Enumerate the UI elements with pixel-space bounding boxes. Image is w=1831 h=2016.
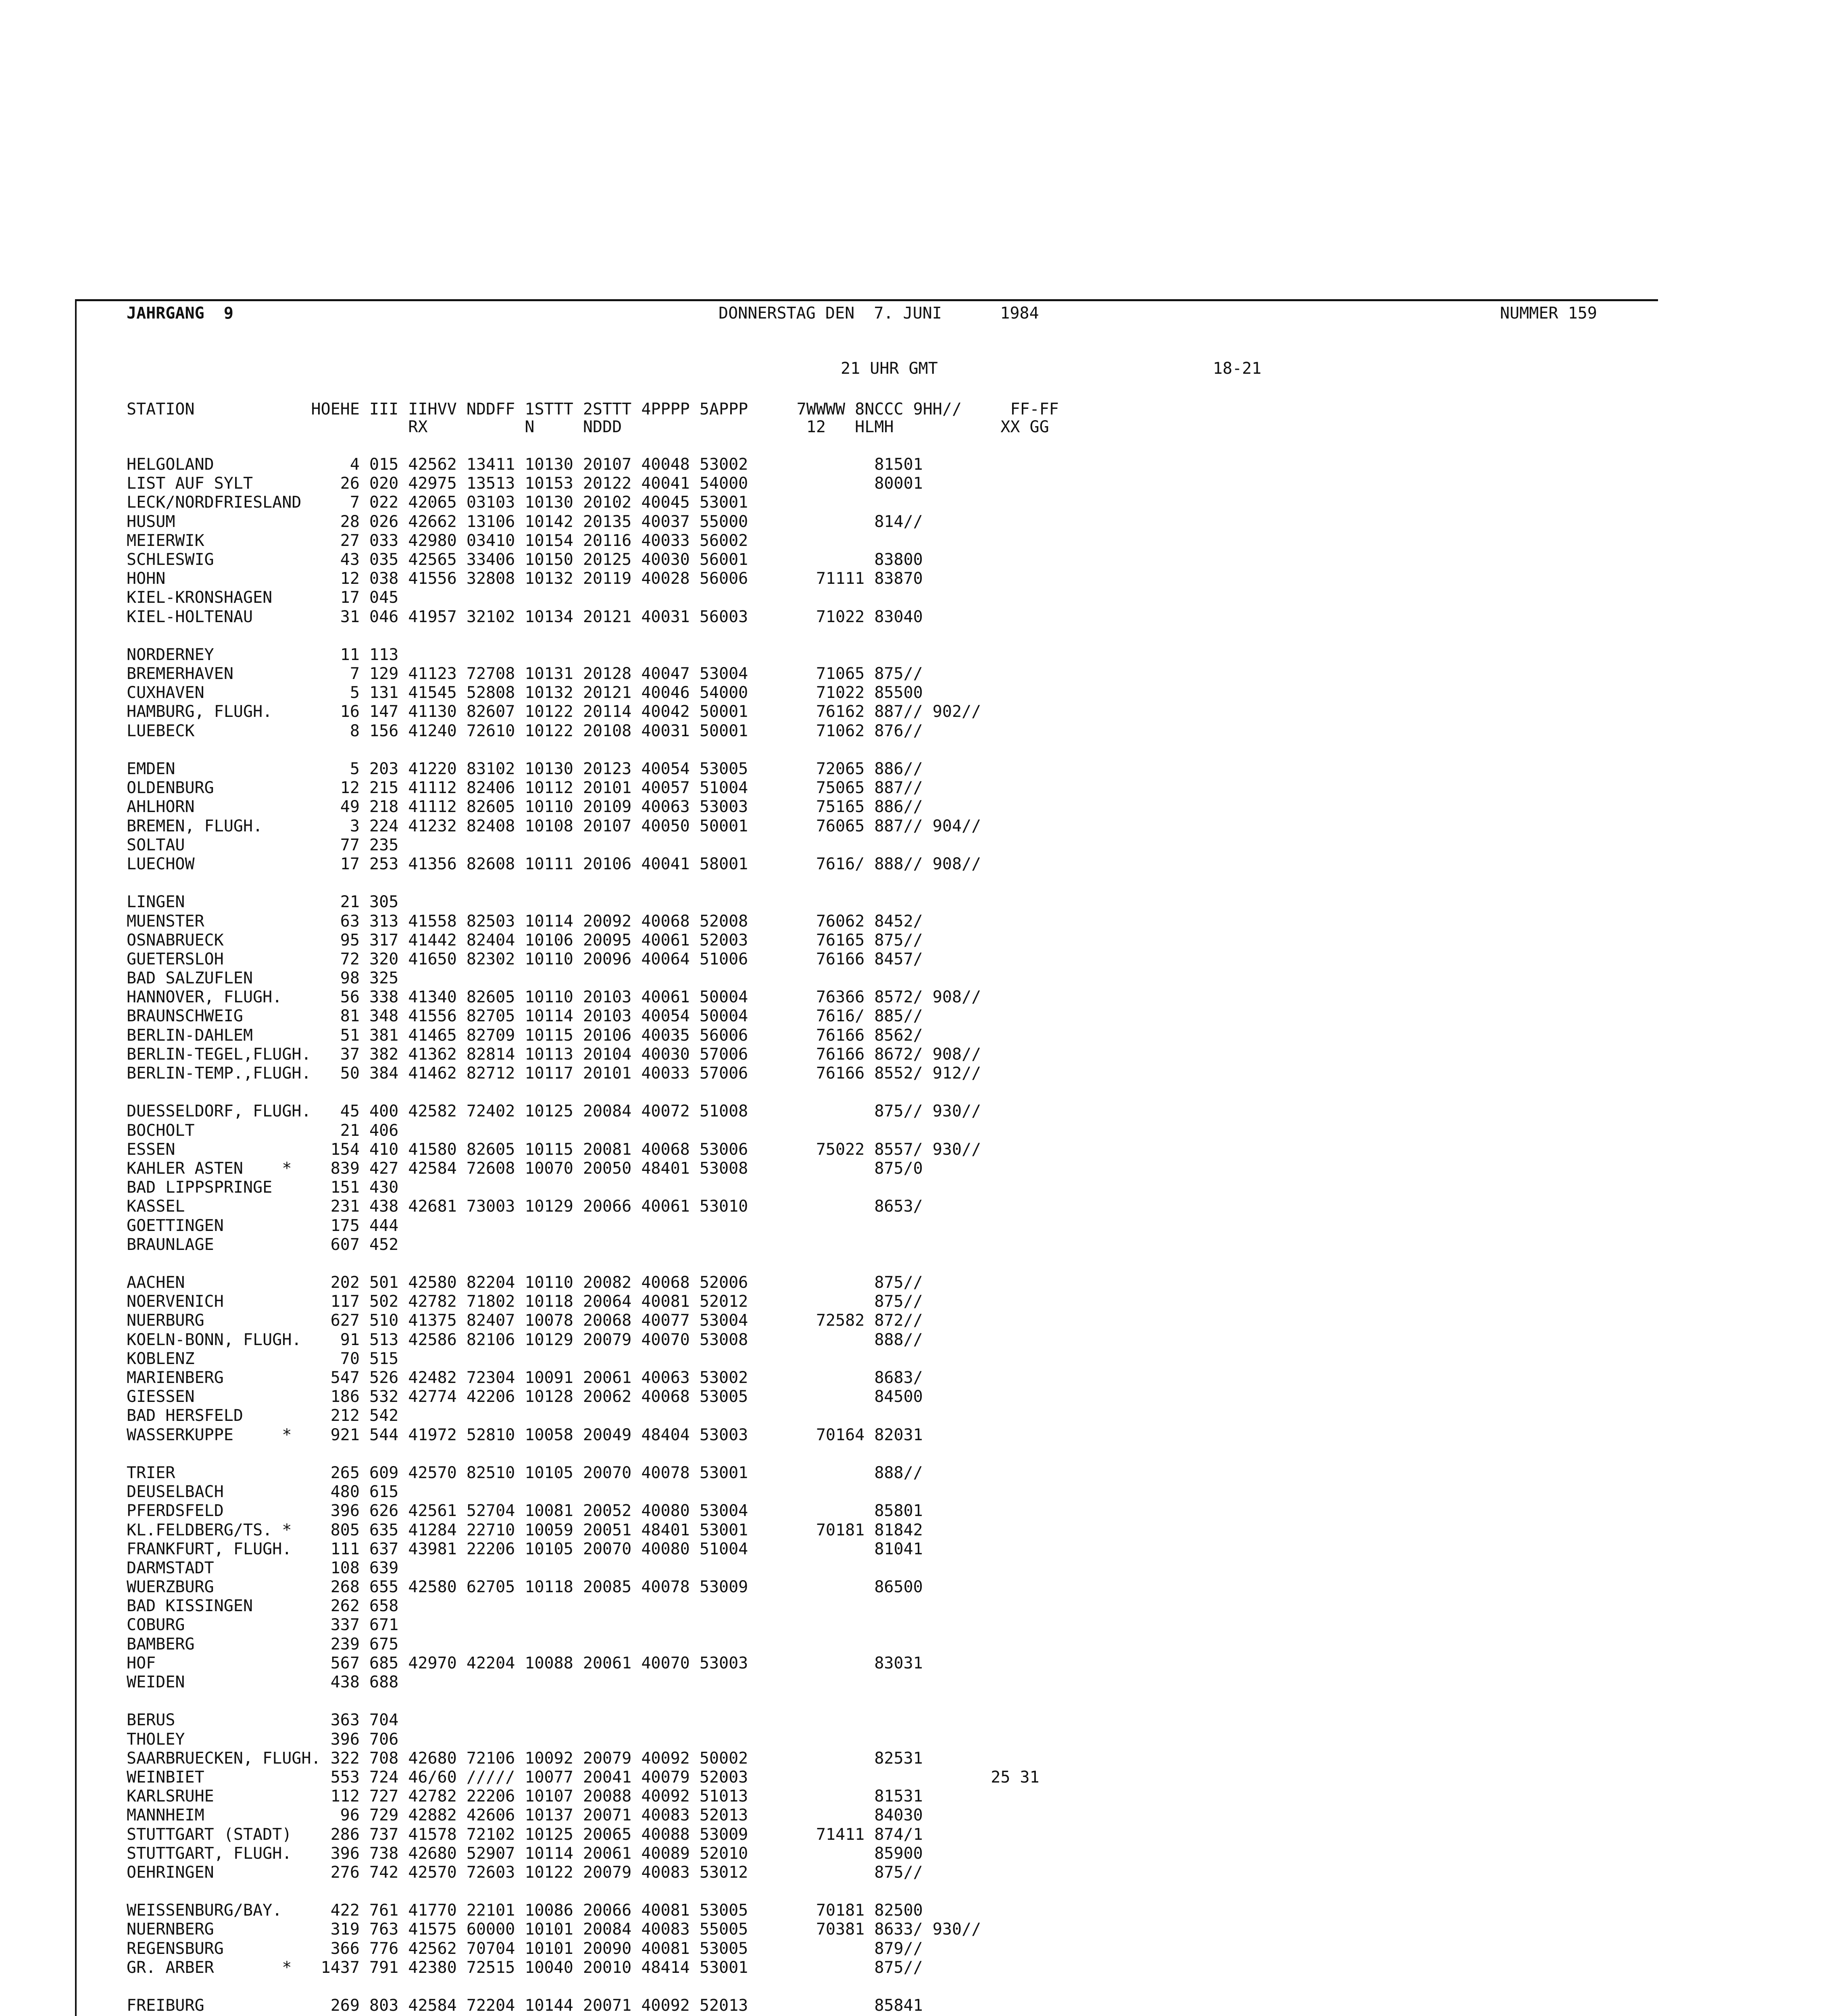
group-separator	[127, 1083, 1039, 1102]
station-row: BAMBERG 239 675	[127, 1635, 399, 1654]
station-row: BERLIN-TEGEL,FLUGH. 37 382 41362 82814 10113 20104 40030 57006 76166 8672/ 908//	[127, 1045, 981, 1064]
station-row: HOF 567 685 42970 42204 10088 20061 40070 53003 83031	[127, 1654, 923, 1672]
station-row: HOHN 12 038 41556 32808 10132 20119 40028 56006 71111 83870	[127, 569, 923, 588]
station-row: SAARBRUECKEN, FLUGH. 322 708 42680 72106 10092 20079 40092 50002 82531	[127, 1749, 923, 1768]
group-separator	[127, 741, 1039, 760]
station-row: KOELN-BONN, FLUGH. 91 513 42586 82106 10129 20079 40070 53008 888//	[127, 1330, 923, 1349]
station-row: LINGEN 21 305	[127, 893, 399, 912]
column-header-line-2: RX N NDDD 12 HLMH XX GG	[127, 418, 1049, 436]
station-row: LECK/NORDFRIESLAND 7 022 42065 03103 10130 20102 40045 53001	[127, 493, 748, 512]
station-row: GR. ARBER * 1437 791 42380 72515 10040 20010 48414 53001 875//	[127, 1958, 923, 1977]
station-row: BAD LIPPSPRINGE 151 430	[127, 1178, 399, 1197]
group-separator	[127, 1977, 1039, 1996]
station-row: WUERZBURG 268 655 42580 62705 10118 20085 40078 53009 86500	[127, 1578, 923, 1597]
station-row: REGENSBURG 366 776 42562 70704 10101 20090 40081 53005 879//	[127, 1939, 923, 1958]
station-row: FREIBURG 269 803 42584 72204 10144 20071 40092 52013 85841	[127, 1996, 923, 2015]
station-row: LUECHOW 17 253 41356 82608 10111 20106 40041 58001 7616/ 888// 908//	[127, 854, 981, 873]
station-row: MANNHEIM 96 729 42882 42606 10137 20071 40083 52013 84030	[127, 1806, 923, 1825]
station-row: KL.FELDBERG/TS. * 805 635 41284 22710 10059 20051 48401 53001 70181 81842	[127, 1520, 923, 1539]
station-row: LUEBECK 8 156 41240 72610 10122 20108 40031 50001 71062 876//	[127, 721, 923, 740]
station-row: DEUSELBACH 480 615	[127, 1483, 399, 1502]
station-row: COBURG 337 671	[127, 1616, 399, 1635]
station-row: HANNOVER, FLUGH. 56 338 41340 82605 10110 20103 40061 50004 76366 8572/ 908//	[127, 988, 981, 1007]
time-range: 18-21	[1213, 359, 1262, 378]
station-row: PFERDSFELD 396 626 42561 52704 10081 20052 40080 53004 85801	[127, 1502, 923, 1520]
station-row: NUERBURG 627 510 41375 82407 10078 20068 40077 53004 72582 872//	[127, 1311, 923, 1330]
station-row: WEIDEN 438 688	[127, 1673, 399, 1691]
station-row: BERLIN-DAHLEM 51 381 41465 82709 10115 20106 40035 56006 76166 8562/	[127, 1026, 923, 1045]
station-row: NORDERNEY 11 113	[127, 645, 399, 664]
station-row: KIEL-HOLTENAU 31 046 41957 32102 10134 20121 40031 56003 71022 83040	[127, 607, 923, 626]
station-row: KASSEL 231 438 42681 73003 10129 20066 40061 53010 8653/	[127, 1197, 923, 1216]
station-row: ESSEN 154 410 41580 82605 10115 20081 40068 53006 75022 8557/ 930//	[127, 1140, 981, 1159]
station-row: OEHRINGEN 276 742 42570 72603 10122 20079 40083 53012 875//	[127, 1863, 923, 1882]
station-row: BERUS 363 704	[127, 1711, 399, 1730]
station-row: HAMBURG, FLUGH. 16 147 41130 82607 10122 20114 40042 50001 76162 887// 902//	[127, 702, 981, 721]
report-date: DONNERSTAG DEN 7. JUNI 1984	[719, 304, 1039, 323]
station-row: HELGOLAND 4 015 42562 13411 10130 20107 40048 53002 81501	[127, 455, 923, 474]
weather-report-sheet	[75, 299, 1658, 2016]
station-row: SCHLESWIG 43 035 42565 33406 10150 20125 40030 56001 83800	[127, 550, 923, 569]
station-row: WEINBIET 553 724 46/60 ///// 10077 20041 40079 52003 25 31	[127, 1768, 1039, 1787]
station-row: GIESSEN 186 532 42774 42206 10128 20062 40068 53005 84500	[127, 1387, 923, 1406]
station-row: BAD HERSFELD 212 542	[127, 1406, 399, 1425]
station-row: BREMERHAVEN 7 129 41123 72708 10131 20128 40047 53004 71065 875//	[127, 664, 923, 683]
station-row: LIST AUF SYLT 26 020 42975 13513 10153 20122 40041 54000 80001	[127, 474, 923, 493]
station-row: STUTTGART (STADT) 286 737 41578 72102 10125 20065 40088 53009 71411 874/1	[127, 1825, 923, 1844]
station-row: EMDEN 5 203 41220 83102 10130 20123 40054 53005 72065 886//	[127, 760, 923, 778]
station-row: BAD SALZUFLEN 98 325	[127, 969, 399, 988]
column-header-line-1: STATION HOEHE III IIHVV NDDFF 1STTT 2STTT 4PPPP 5APPP 7WWWW 8NCCC 9HH// FF-FF	[127, 400, 1059, 419]
group-separator	[127, 627, 1039, 646]
issue-number: NUMMER 159	[1500, 304, 1597, 323]
station-row: OSNABRUECK 95 317 41442 82404 10106 20095 40061 52003 76165 875//	[127, 931, 923, 950]
station-row: NOERVENICH 117 502 42782 71802 10118 20064 40081 52012 875//	[127, 1292, 923, 1311]
station-row: BREMEN, FLUGH. 3 224 41232 82408 10108 20107 40050 50001 76065 887// 904//	[127, 816, 981, 835]
volume-label: JAHRGANG 9	[127, 304, 233, 323]
station-row: MEIERWIK 27 033 42980 03410 10154 20116 40033 56002	[127, 531, 748, 550]
station-row: NUERNBERG 319 763 41575 60000 10101 20084 40083 55005 70381 8633/ 930//	[127, 1920, 981, 1939]
station-row: WASSERKUPPE * 921 544 41972 52810 10058 20049 48404 53003 70164 82031	[127, 1425, 923, 1444]
station-row: MUENSTER 63 313 41558 82503 10114 20092 40068 52008 76062 8452/	[127, 912, 923, 931]
station-row: FRANKFURT, FLUGH. 111 637 43981 22206 10105 20070 40080 51004 81041	[127, 1539, 923, 1558]
station-row: DARMSTADT 108 639	[127, 1558, 399, 1577]
station-row: CUXHAVEN 5 131 41545 52808 10132 20121 40046 54000 71022 85500	[127, 683, 923, 702]
group-separator	[127, 1882, 1039, 1901]
station-row: STUTTGART, FLUGH. 396 738 42680 52907 10114 20061 40089 52010 85900	[127, 1844, 923, 1863]
station-row: BAD KISSINGEN 262 658	[127, 1597, 399, 1616]
station-row: KIEL-KRONSHAGEN 17 045	[127, 588, 399, 607]
station-row: WEISSENBURG/BAY. 422 761 41770 22101 10086 20066 40081 53005 70181 82500	[127, 1901, 923, 1920]
group-separator	[127, 1254, 1039, 1273]
station-row: HUSUM 28 026 42662 13106 10142 20135 40037 55000 814//	[127, 512, 923, 531]
station-row: BRAUNSCHWEIG 81 348 41556 82705 10114 20103 40054 50004 7616/ 885//	[127, 1007, 923, 1026]
observation-time: 21 UHR GMT	[841, 359, 938, 378]
station-row: KOBLENZ 70 515	[127, 1349, 399, 1368]
station-row: MARIENBERG 547 526 42482 72304 10091 20061 40063 53002 8683/	[127, 1368, 923, 1387]
station-row: KARLSRUHE 112 727 42782 22206 10107 20088 40092 51013 81531	[127, 1787, 923, 1806]
station-row: DUESSELDORF, FLUGH. 45 400 42582 72402 10125 20084 40072 51008 875// 930//	[127, 1102, 981, 1121]
group-separator	[127, 1692, 1039, 1711]
station-row: THOLEY 396 706	[127, 1730, 399, 1749]
station-row: GOETTINGEN 175 444	[127, 1216, 399, 1235]
group-separator	[127, 874, 1039, 893]
station-row: TRIER 265 609 42570 82510 10105 20070 40078 53001 888//	[127, 1463, 923, 1482]
station-row: KAHLER ASTEN * 839 427 42584 72608 10070 20050 48401 53008 875/0	[127, 1159, 923, 1178]
station-table	[127, 455, 1039, 2016]
station-row: AACHEN 202 501 42580 82204 10110 20082 40068 52006 875//	[127, 1273, 923, 1292]
station-row: BRAUNLAGE 607 452	[127, 1235, 399, 1254]
station-row: OLDENBURG 12 215 41112 82406 10112 20101 40057 51004 75065 887//	[127, 779, 923, 798]
station-row: BOCHOLT 21 406	[127, 1121, 399, 1140]
station-row: AHLHORN 49 218 41112 82605 10110 20109 40063 53003 75165 886//	[127, 798, 923, 816]
station-row: SOLTAU 77 235	[127, 835, 399, 854]
group-separator	[127, 1445, 1039, 1464]
station-row: GUETERSLOH 72 320 41650 82302 10110 20096 40064 51006 76166 8457/	[127, 950, 923, 968]
station-row: BERLIN-TEMP.,FLUGH. 50 384 41462 82712 10117 20101 40033 57006 76166 8552/ 912//	[127, 1064, 981, 1083]
